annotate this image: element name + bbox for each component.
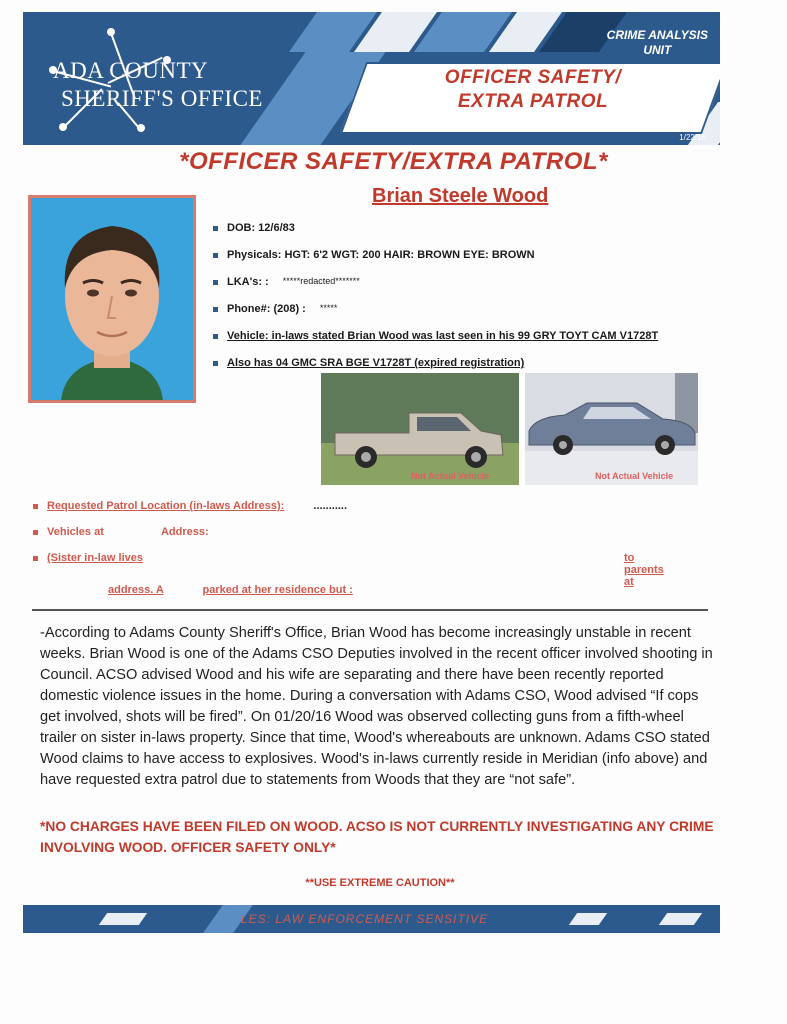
request-vehicles-address: Address:	[160, 526, 209, 538]
logo-line-2: SHERIFF'S OFFICE	[61, 86, 263, 111]
bullet-icon	[213, 226, 218, 231]
detail-text: LKA's: :	[227, 276, 269, 288]
narrative-text: -According to Adams County Sheriff's Office, Brian Wood has become increasingly unstable in recent weeks. Brian Wood is one of the Adams CSO Deputies involved in the recent officer involved shooting in Council. ACSO advised Wood and his wife are separating and there have been recently reported domestic violence issues in the home. During a conversation with Adams CSO, Wood advised “If cops get involved, shots will be fired”. On 01/20/16 Wood was observed collecting guns from a fifth-wheel trailer on sister in-laws property. Since that time, Wood's whereabouts are unknown. Adams CSO stated Wood claims to have access to explosives. Wood's in-laws currently reside in Meridian (info above) and have requested extra patrol due to statements from Woods that they are “not safe”.	[40, 625, 713, 788]
request-location-value: ...........	[313, 500, 348, 512]
sedan-icon	[525, 373, 698, 485]
detail-text: DOB: 12/6/83	[227, 222, 295, 234]
detail-text: Also has 04 GMC SRA BGE V1728T (expired registration)	[227, 357, 525, 369]
footer-les-label: LES: LAW ENFORCEMENT SENSITIVE	[241, 912, 489, 926]
patrol-request-list	[33, 500, 664, 588]
request-sister	[33, 552, 664, 588]
detail-physicals	[213, 249, 658, 276]
redacted-phone: *****	[319, 303, 338, 313]
detail-text: Vehicle: in-laws stated Brian Wood was last seen in his 99 GRY TOYT CAM V1728T	[227, 330, 659, 342]
unit-line-2: UNIT	[643, 43, 672, 57]
header-banner	[23, 12, 720, 145]
subject-photo	[28, 195, 196, 403]
vehicle-photo-truck	[321, 373, 519, 485]
subject-details-list	[213, 222, 658, 384]
agency-logo-text	[53, 57, 263, 113]
request-sister-continued	[108, 584, 353, 596]
bullet-icon	[213, 253, 218, 258]
bulletin-title-line-1: OFFICER SAFETY/	[444, 67, 622, 88]
request-vehicles	[33, 526, 347, 552]
bulletin-title-line-2: EXTRA PATROL	[457, 91, 609, 112]
request-vehicles-label: Vehicles at	[47, 526, 104, 538]
pickup-truck-icon	[321, 373, 519, 485]
request-location-label: Requested Patrol Location (in-laws Address):	[47, 500, 285, 512]
detail-vehicle	[213, 330, 658, 357]
footer-stripe	[99, 913, 147, 925]
detail-dob	[213, 222, 658, 249]
request-line2-b: parked at her residence but :	[202, 584, 353, 596]
detail-lka	[213, 276, 658, 303]
logo-line-1: ADA COUNTY	[53, 58, 209, 83]
bullet-icon	[213, 361, 218, 366]
portrait-illustration-icon	[31, 198, 193, 400]
bullet-icon	[33, 556, 38, 561]
request-line2-a: address. A	[108, 584, 164, 596]
warning-text: *NO CHARGES HAVE BEEN FILED ON WOOD. ACSO IS NOT CURRENTLY INVESTIGATING ANY CRIME INVOLVING WOOD. OFFICER SAFETY ONLY*	[40, 819, 714, 855]
footer-banner	[23, 905, 720, 933]
bullet-icon	[213, 280, 218, 285]
detail-text: Physicals: HGT: 6'2 WGT: 200 HAIR: BROWN EYE: BROWN	[227, 249, 535, 261]
redacted-lka: *****redacted*******	[282, 276, 360, 286]
vehicle-caption: Not Actual Vehicle	[595, 471, 674, 481]
bullet-icon	[213, 307, 218, 312]
caution-text: **USE EXTREME CAUTION**	[305, 877, 455, 889]
bullet-icon	[33, 504, 38, 509]
vehicle-photo-sedan	[525, 373, 698, 485]
request-sister-label: (Sister in-law lives	[47, 552, 143, 564]
footer-stripe	[659, 913, 702, 925]
page-heading: *OFFICER SAFETY/EXTRA PATROL*	[179, 148, 608, 175]
request-location	[33, 500, 347, 526]
detail-phone	[213, 303, 658, 330]
unit-line-1: CRIME ANALYSIS	[606, 28, 708, 42]
vehicle-caption: Not Actual Vehicle	[411, 471, 490, 481]
unit-label	[607, 28, 708, 58]
request-sister-tail: to parents at	[624, 552, 664, 588]
detail-text: Phone#: (208) :	[227, 303, 306, 315]
footer-stripe	[569, 913, 607, 925]
bullet-icon	[213, 334, 218, 339]
section-divider	[32, 609, 708, 611]
bulletin-title	[363, 66, 703, 114]
subject-name: Brian Steele Wood	[372, 185, 549, 207]
les-label: LES: Law Enforcement Sensitive	[418, 119, 564, 130]
bullet-icon	[33, 530, 38, 535]
bulletin-date: 1/22/16	[679, 133, 706, 142]
